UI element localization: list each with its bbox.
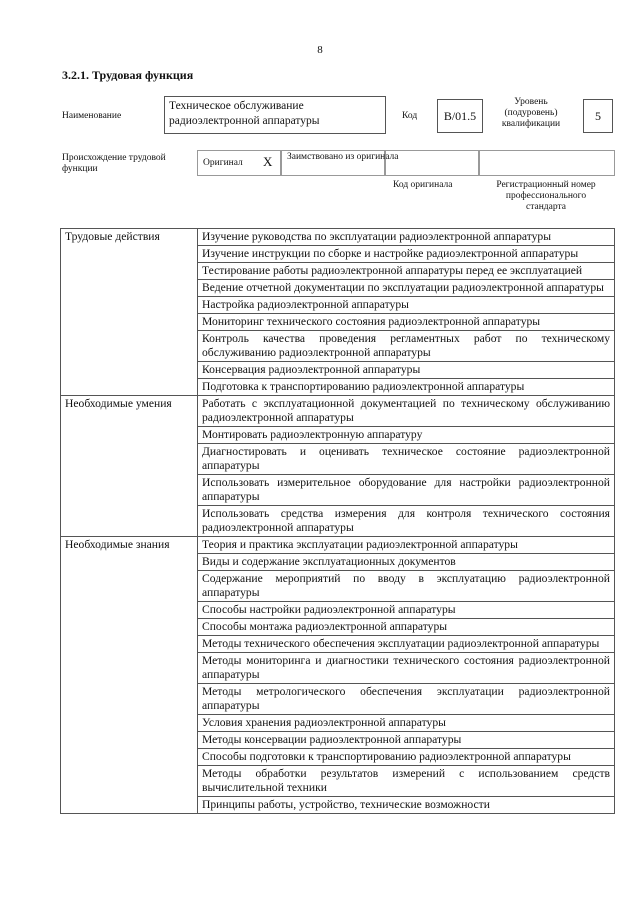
list-item: Изучение руководства по эксплуатации радиоэлектронной аппаратуры bbox=[198, 229, 615, 246]
section-heading: Трудовые действия bbox=[61, 229, 198, 396]
code-box bbox=[437, 99, 483, 133]
list-item: Мониторинг технического состояния радиоэлектронной аппаратуры bbox=[198, 314, 615, 331]
list-item: Способы настройки радиоэлектронной аппаратуры bbox=[198, 602, 615, 619]
original-label: Оригинал bbox=[203, 158, 243, 168]
code-value: B/01.5 bbox=[443, 108, 477, 123]
level-value: 5 bbox=[595, 108, 601, 123]
section-heading: Необходимые умения bbox=[61, 396, 198, 537]
function-name-box bbox=[164, 96, 386, 134]
list-item: Методы обработки результатов измерений с использованием средств вычислительной техники bbox=[198, 766, 615, 797]
table-row bbox=[61, 537, 615, 554]
list-item: Настройка радиоэлектронной аппаратуры bbox=[198, 297, 615, 314]
code-label: Код bbox=[402, 111, 418, 121]
list-item: Изучение инструкции по сборке и настройке радиоэлектронной аппаратуры bbox=[198, 246, 615, 263]
reg-number-label: Регистрационный номер профессионального стандарта bbox=[496, 180, 596, 212]
list-item: Ведение отчетной документации по эксплуатации радиоэлектронной аппаратуры bbox=[198, 280, 615, 297]
list-item: Теория и практика эксплуатации радиоэлектронной аппаратуры bbox=[198, 537, 615, 554]
list-item: Условия хранения радиоэлектронной аппаратуры bbox=[198, 715, 615, 732]
list-item: Методы технического обеспечения эксплуатации радиоэлектронной аппаратуры bbox=[198, 636, 615, 653]
list-item: Способы подготовки к транспортированию радиоэлектронной аппаратуры bbox=[198, 749, 615, 766]
list-item: Работать с эксплуатационной документацией по техническому обслуживанию радиоэлектронной аппаратуры bbox=[198, 396, 615, 427]
list-item: Методы метрологического обеспечения эксплуатации радиоэлектронной аппаратуры bbox=[198, 684, 615, 715]
level-box bbox=[583, 99, 613, 133]
list-item: Содержание мероприятий по вводу в эксплуатацию радиоэлектронной аппаратуры bbox=[198, 571, 615, 602]
name-label: Наименование bbox=[62, 111, 122, 121]
list-item: Диагностировать и оценивать техническое состояние радиоэлектронной аппаратуры bbox=[198, 444, 615, 475]
list-item: Консервация радиоэлектронной аппаратуры bbox=[198, 362, 615, 379]
list-item: Виды и содержание эксплуатационных документов bbox=[198, 554, 615, 571]
section-heading: Необходимые знания bbox=[61, 537, 198, 814]
original-code-label: Код оригинала bbox=[393, 180, 453, 190]
table-row bbox=[61, 396, 615, 427]
borrowed-label: Заимствовано из оригинала bbox=[287, 152, 399, 162]
list-item: Методы мониторинга и диагностики технического состояния радиоэлектронной аппаратуры bbox=[198, 653, 615, 684]
level-label: Уровень (подуровень) квалификации bbox=[501, 97, 561, 129]
original-mark: X bbox=[263, 154, 273, 169]
list-item: Контроль качества проведения регламентных работ по техническому обслуживанию радиоэлектронной аппаратуры bbox=[198, 331, 615, 362]
list-item: Подготовка к транспортированию радиоэлектронной аппаратуры bbox=[198, 379, 615, 396]
duties-table bbox=[60, 228, 615, 814]
table-row bbox=[61, 229, 615, 246]
page-number: 8 bbox=[317, 44, 323, 56]
list-item: Тестирование работы радиоэлектронной аппаратуры перед ее эксплуатацией bbox=[198, 263, 615, 280]
list-item: Использовать измерительное оборудование для настройки радиоэлектронной аппаратуры bbox=[198, 475, 615, 506]
list-item: Использовать средства измерения для контроля технического состояния радиоэлектронной аппаратуры bbox=[198, 506, 615, 537]
origin-label: Происхождение трудовой функции bbox=[62, 153, 166, 174]
list-item: Монтировать радиоэлектронную аппаратуру bbox=[198, 427, 615, 444]
list-item: Принципы работы, устройство, технические возможности bbox=[198, 797, 615, 814]
section-title: 3.2.1. Трудовая функция bbox=[62, 68, 194, 82]
function-name-value: Техническое обслуживание радиоэлектронной аппаратуры bbox=[169, 100, 320, 127]
original-code-box bbox=[385, 150, 479, 176]
list-item: Методы консервации радиоэлектронной аппаратуры bbox=[198, 732, 615, 749]
reg-number-box bbox=[479, 150, 615, 176]
list-item: Способы монтажа радиоэлектронной аппаратуры bbox=[198, 619, 615, 636]
